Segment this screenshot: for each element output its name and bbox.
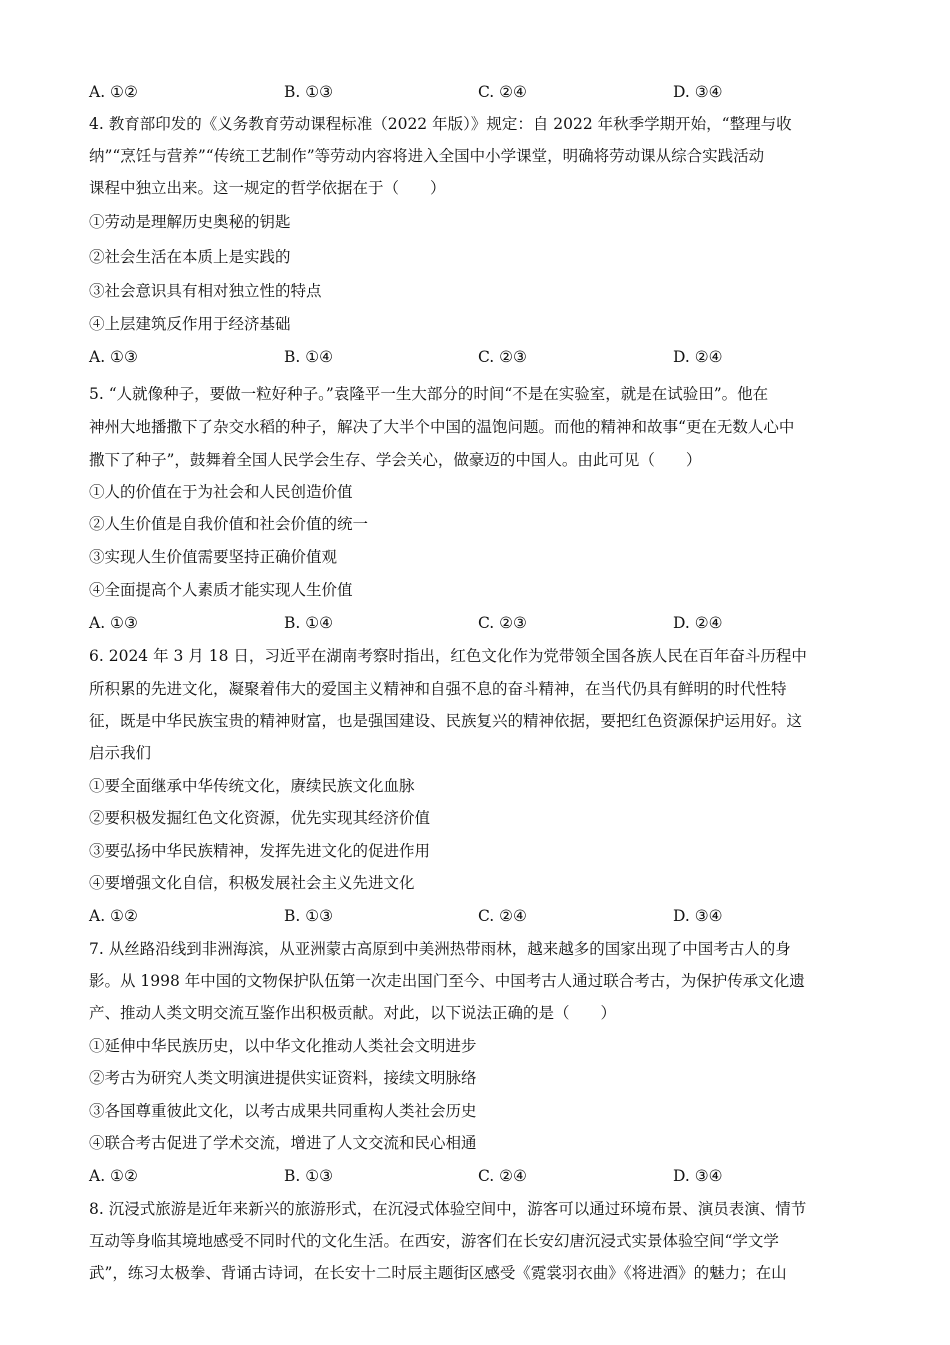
- q4-item-1: ①劳动是理解历史奥秘的钥匙: [89, 213, 291, 231]
- q5-option-a[interactable]: A. ①③: [89, 614, 138, 632]
- q7-option-d[interactable]: D. ③④: [673, 1167, 723, 1185]
- q4-options: [89, 347, 879, 367]
- q8-stem-line-2: 互动等身临其境地感受不同时代的文化生活。在西安，游客们在长安幻唐沉浸式实景体验空间“学文学: [89, 1232, 779, 1250]
- q5-item-1: ①人的价值在于为社会和人民创造价值: [89, 483, 353, 501]
- q5-option-c[interactable]: C. ②③: [478, 614, 527, 632]
- q4-option-c[interactable]: C. ②③: [478, 348, 527, 366]
- q4-option-b[interactable]: B. ①④: [284, 348, 334, 366]
- q6-stem-line-2: 所积累的先进文化，凝聚着伟大的爱国主义精神和自强不息的奋斗精神，在当代仍具有鲜明的时代性特: [89, 680, 787, 698]
- q8-stem-line-1: 8. 沉浸式旅游是近年来新兴的旅游形式，在沉浸式体验空间中，游客可以通过环境布景、演员表演、情节: [89, 1200, 807, 1218]
- q5-option-d[interactable]: D. ②④: [673, 614, 723, 632]
- q6-item-1: ①要全面继承中华传统文化，赓续民族文化血脉: [89, 777, 415, 795]
- q6-item-3: ③要弘扬中华民族精神，发挥先进文化的促进作用: [89, 842, 431, 860]
- q4-stem-line-1: 4. 教育部印发的《义务教育劳动课程标准（2022 年版）》规定：自 2022 年秋季学期开始，“整理与收: [89, 115, 792, 133]
- q5-stem-line-2: 神州大地播撒下了杂交水稻的种子，解决了大半个中国的温饱问题。而他的精神和故事“更在无数人心中: [89, 418, 795, 436]
- q4-stem-line-3: 课程中独立出来。这一规定的哲学依据在于（ ）: [89, 179, 446, 197]
- q7-item-2: ②考古为研究人类文明演进提供实证资料，接续文明脉络: [89, 1069, 477, 1087]
- q3-options: [89, 82, 879, 102]
- q5-item-2: ②人生价值是自我价值和社会价值的统一: [89, 515, 369, 533]
- q6-stem-line-3: 征，既是中华民族宝贵的精神财富，也是强国建设、民族复兴的精神依据，要把红色资源保护运用好。这: [89, 712, 803, 730]
- q5-stem-line-1: 5. “人就像种子，要做一粒好种子。”袁隆平一生大部分的时间“不是在实验室，就是在试验田”。他在: [89, 385, 769, 403]
- q7-item-3: ③各国尊重彼此文化，以考古成果共同重构人类社会历史: [89, 1102, 477, 1120]
- q4-option-a[interactable]: A. ①③: [89, 348, 138, 366]
- q4-option-d[interactable]: D. ②④: [673, 348, 723, 366]
- q6-option-b[interactable]: B. ①③: [284, 907, 334, 925]
- q6-options: [89, 906, 879, 926]
- q5-item-3: ③实现人生价值需要坚持正确价值观: [89, 548, 338, 566]
- q7-item-4: ④联合考古促进了学术交流，增进了人文交流和民心相通: [89, 1134, 477, 1152]
- q7-option-c[interactable]: C. ②④: [478, 1167, 527, 1185]
- q4-item-4: ④上层建筑反作用于经济基础: [89, 315, 291, 333]
- q7-stem-line-3: 产、推动人类文明交流互鉴作出积极贡献。对此，以下说法正确的是（ ）: [89, 1004, 617, 1022]
- q8-stem-line-3: 武”，练习太极拳、背诵古诗词，在长安十二时辰主题街区感受《霓裳羽衣曲》《将进酒》的魅力；在山: [89, 1264, 787, 1282]
- q6-option-d[interactable]: D. ③④: [673, 907, 723, 925]
- q3-option-c[interactable]: C. ②④: [478, 83, 527, 101]
- q7-option-a[interactable]: A. ①②: [89, 1167, 138, 1185]
- q7-options: [89, 1166, 879, 1186]
- q6-option-c[interactable]: C. ②④: [478, 907, 527, 925]
- q6-item-2: ②要积极发掘红色文化资源，优先实现其经济价值: [89, 809, 431, 827]
- q6-stem-line-1: 6. 2024 年 3 月 18 日，习近平在湖南考察时指出，红色文化作为党带领全国各族人民在百年奋斗历程中: [89, 647, 807, 665]
- q7-stem-line-2: 影。从 1998 年中国的文物保护队伍第一次走出国门至今、中国考古人通过联合考古，为保护传承文化遗: [89, 972, 805, 990]
- q4-item-2: ②社会生活在本质上是实践的: [89, 248, 291, 266]
- q5-option-b[interactable]: B. ①④: [284, 614, 334, 632]
- q7-stem-line-1: 7. 从丝路沿线到非洲海滨，从亚洲蒙古高原到中美洲热带雨林，越来越多的国家出现了中国考古人的身: [89, 940, 791, 958]
- q6-option-a[interactable]: A. ①②: [89, 907, 138, 925]
- q4-stem-line-2: 纳”“烹饪与营养”“传统工艺制作”等劳动内容将进入全国中小学课堂，明确将劳动课从综合实践活动: [89, 147, 765, 165]
- q5-item-4: ④全面提高个人素质才能实现人生价值: [89, 581, 353, 599]
- q6-item-4: ④要增强文化自信，积极发展社会主义先进文化: [89, 874, 415, 892]
- q7-option-b[interactable]: B. ①③: [284, 1167, 334, 1185]
- q3-option-a[interactable]: A. ①②: [89, 83, 138, 101]
- q7-item-1: ①延伸中华民族历史，以中华文化推动人类社会文明进步: [89, 1037, 477, 1055]
- q3-option-d[interactable]: D. ③④: [673, 83, 723, 101]
- q5-options: [89, 613, 879, 633]
- q6-stem-line-4: 启示我们: [89, 744, 152, 762]
- q5-stem-line-3: 撒下了种子”，鼓舞着全国人民学会生存、学会关心，做豪迈的中国人。由此可见（ ）: [89, 451, 702, 469]
- q3-option-b[interactable]: B. ①③: [284, 83, 334, 101]
- q4-item-3: ③社会意识具有相对独立性的特点: [89, 282, 322, 300]
